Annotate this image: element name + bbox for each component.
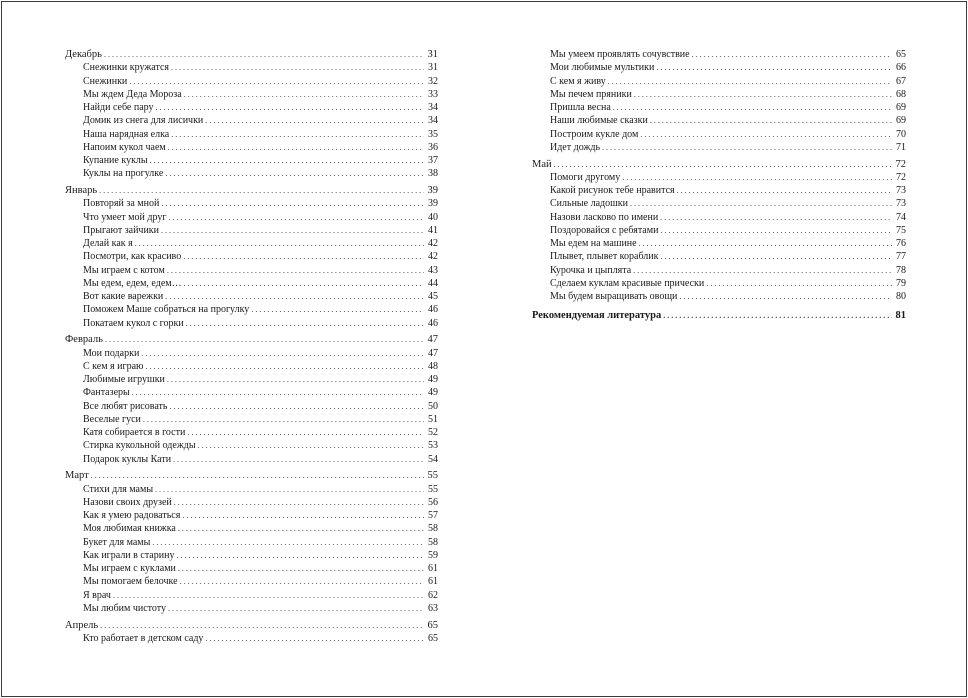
toc-entry-title: Март — [65, 470, 89, 482]
toc-page-number: 77 — [896, 251, 906, 263]
dot-leader — [660, 224, 892, 237]
toc-entry — [532, 250, 906, 263]
toc-entry-title: Наша нарядная елка — [83, 128, 170, 140]
toc-bibliography-entry — [532, 309, 906, 322]
toc-page-number: 34 — [428, 115, 438, 127]
toc-page-number: 49 — [428, 374, 438, 385]
toc-entry-title: Декабрь — [65, 49, 102, 60]
toc-entry — [65, 549, 438, 562]
toc-entry-title: Покатаем кукол с горки — [83, 317, 184, 329]
dot-leader — [143, 413, 424, 426]
dot-leader — [187, 426, 424, 439]
toc-entry — [532, 290, 906, 303]
dot-leader — [650, 114, 892, 127]
toc-entry — [65, 197, 438, 210]
dot-leader — [104, 48, 424, 61]
toc-entry — [532, 184, 906, 197]
dot-leader — [663, 309, 892, 322]
toc-page-number: 58 — [428, 536, 438, 548]
dot-leader — [205, 114, 424, 127]
toc-page-number: 55 — [427, 470, 438, 482]
toc-page-number: 47 — [428, 347, 438, 359]
dot-leader — [634, 88, 892, 101]
toc-entry-title: Как играли в старину — [83, 549, 175, 561]
toc-entry-title: Мы играем с куклами — [83, 563, 176, 574]
toc-page-number: 38 — [428, 168, 438, 180]
toc-page-number: 41 — [428, 224, 438, 236]
toc-entry-title: Рекомендуемая литература — [532, 310, 662, 322]
toc-entry — [532, 237, 906, 250]
dot-leader — [692, 48, 892, 61]
toc-page-number: 43 — [428, 264, 438, 276]
toc-entry-title: Курочка и цыплята — [550, 264, 632, 276]
toc-page-number: 70 — [896, 128, 906, 140]
toc-page-number: 54 — [428, 453, 438, 465]
toc-entry — [65, 400, 438, 413]
toc-entry-title: Я врач — [83, 589, 111, 601]
toc-entry-title: Куклы на прогулке — [83, 168, 164, 180]
toc-page-number: 72 — [895, 158, 906, 170]
toc-entry — [532, 101, 906, 114]
toc-entry — [65, 575, 438, 588]
dot-leader — [91, 469, 424, 482]
dot-leader — [165, 167, 424, 180]
toc-page-number: 48 — [428, 360, 438, 372]
dot-leader — [169, 400, 424, 413]
toc-page-number: 80 — [896, 291, 906, 302]
toc-entry — [65, 386, 438, 399]
dot-leader — [150, 154, 424, 167]
toc-page-number: 39 — [427, 185, 438, 196]
dot-leader — [677, 184, 892, 197]
toc-left-column — [65, 48, 438, 645]
toc-entry — [65, 509, 438, 522]
toc-entry — [532, 141, 906, 154]
toc-entry — [65, 496, 438, 509]
dot-leader — [613, 101, 892, 114]
toc-section-heading — [65, 184, 438, 197]
toc-entry — [532, 48, 906, 61]
toc-entry — [65, 237, 438, 250]
dot-leader — [554, 158, 892, 171]
toc-entry-title: Мы играем с котом — [83, 264, 165, 276]
toc-page-number: 49 — [428, 387, 438, 399]
dot-leader — [198, 439, 424, 452]
document-page — [1, 1, 967, 697]
toc-page-number: 46 — [428, 304, 438, 316]
toc-page-number: 71 — [896, 141, 906, 153]
toc-entry — [65, 602, 438, 615]
toc-entry — [65, 61, 438, 74]
toc-page-number: 61 — [428, 563, 438, 574]
toc-entry-title: Кто работает в детском саду — [83, 632, 204, 644]
toc-entry — [532, 224, 906, 237]
toc-entry — [65, 562, 438, 575]
toc-page-number: 68 — [896, 88, 906, 100]
toc-entry-title: Что умеет мой друг — [83, 211, 167, 223]
dot-leader — [168, 141, 424, 154]
toc-page-number: 69 — [896, 115, 906, 127]
toc-entry-title: Посмотри, как красиво — [83, 251, 182, 263]
dot-leader — [99, 184, 424, 197]
toc-entry — [65, 483, 438, 496]
toc-page-number: 40 — [428, 211, 438, 223]
toc-page-number: 51 — [428, 413, 438, 425]
toc-entry — [65, 224, 438, 237]
toc-entry-title: Сделаем куклам красивые прически — [550, 277, 705, 289]
toc-page-number: 57 — [428, 510, 438, 521]
toc-entry — [65, 250, 438, 263]
toc-entry-title: Найди себе пару — [83, 102, 154, 113]
toc-entry — [65, 277, 438, 290]
toc-entry-title: Стирка кукольной одежды — [83, 440, 196, 452]
dot-leader — [152, 536, 424, 549]
toc-page-number: 44 — [428, 277, 438, 289]
toc-page-number: 62 — [428, 589, 438, 601]
toc-page-number: 55 — [428, 483, 438, 495]
toc-page-number: 65 — [427, 619, 438, 631]
toc-entry-title: С кем я живу — [550, 75, 606, 87]
dot-leader — [706, 277, 892, 290]
toc-page-number: 45 — [428, 291, 438, 302]
toc-page-number: 66 — [896, 62, 906, 74]
toc-page-number: 34 — [428, 102, 438, 113]
dot-leader — [660, 211, 892, 224]
toc-entry-title: Снежинки — [83, 75, 128, 87]
toc-entry — [65, 536, 438, 549]
toc-entry — [65, 264, 438, 277]
toc-entry-title: Фантазеры — [83, 387, 130, 399]
toc-entry — [532, 75, 906, 88]
toc-entry — [65, 290, 438, 303]
toc-entry-title: Мы ждем Деда Мороза — [83, 88, 182, 100]
toc-entry-title: Домик из снега для лисички — [83, 115, 204, 127]
toc-entry-title: Вот какие варежки — [83, 291, 164, 302]
dot-leader — [174, 496, 424, 509]
toc-entry — [532, 197, 906, 210]
toc-entry-title: Мы любим чистоту — [83, 602, 167, 614]
toc-entry-title: Веселые гуси — [83, 413, 141, 425]
dot-leader — [178, 522, 424, 535]
toc-page-number: 61 — [428, 576, 438, 588]
toc-page-number: 35 — [428, 128, 438, 140]
dot-leader — [180, 575, 424, 588]
toc-entry-title: Поможем Маше собраться на прогулку — [83, 304, 250, 316]
dot-leader — [167, 264, 424, 277]
toc-entry — [532, 171, 906, 184]
toc-entry-title: Идет дождь — [550, 141, 601, 153]
toc-page-number: 58 — [428, 523, 438, 535]
toc-entry-title: Мы печем пряники — [550, 88, 632, 100]
toc-entry-title: Как я умею радоваться — [83, 510, 181, 521]
toc-page-number: 46 — [428, 317, 438, 329]
toc-entry — [65, 589, 438, 602]
toc-entry-title: Мы едем, едем, едем… — [83, 277, 182, 289]
toc-entry-title: Подарок куклы Кати — [83, 453, 172, 465]
dot-leader — [251, 303, 424, 316]
toc-entry-title: Апрель — [65, 619, 99, 631]
dot-leader — [168, 602, 424, 615]
toc-entry-title: Делай как я — [83, 238, 133, 249]
toc-entry-title: Мои любимые мультики — [550, 62, 655, 74]
toc-page-number: 53 — [428, 440, 438, 452]
toc-entry-title: Сильные ладошки — [550, 198, 629, 210]
dot-leader — [184, 88, 424, 101]
dot-leader — [184, 277, 424, 290]
toc-entry-title: Мы помогаем белочке — [83, 576, 178, 588]
toc-page-number: 65 — [896, 49, 906, 60]
toc-right-column — [532, 48, 906, 323]
toc-entry-title: Назови своих друзей — [83, 496, 172, 508]
toc-entry — [65, 167, 438, 180]
toc-page-number: 32 — [428, 75, 438, 87]
toc-page-number: 78 — [896, 264, 906, 276]
toc-entry-title: Мы будем выращивать овощи — [550, 291, 678, 302]
toc-entry — [532, 128, 906, 141]
toc-page-number: 36 — [428, 141, 438, 153]
toc-entry-title: Назови ласково по имени — [550, 211, 659, 223]
toc-entry-title: Снежинки кружатся — [83, 62, 169, 74]
dot-leader — [167, 373, 424, 386]
toc-section-heading — [65, 48, 438, 61]
toc-section-heading — [532, 158, 906, 171]
toc-entry — [532, 277, 906, 290]
dot-leader — [608, 75, 892, 88]
dot-leader — [640, 128, 892, 141]
dot-leader — [639, 237, 892, 250]
toc-entry-title: Плывет, плывет кораблик — [550, 251, 659, 263]
dot-leader — [602, 141, 892, 154]
toc-entry-title: Напоим кукол чаем — [83, 141, 166, 153]
toc-page-number: 81 — [895, 310, 906, 322]
dot-leader — [183, 250, 424, 263]
toc-entry-title: Пришла весна — [550, 102, 611, 113]
toc-entry-title: С кем я играю — [83, 360, 144, 372]
toc-page-number: 31 — [428, 62, 438, 74]
dot-leader — [135, 237, 424, 250]
dot-leader — [176, 549, 424, 562]
toc-entry-title: Наши любимые сказки — [550, 115, 648, 127]
toc-entry-title: Катя собирается в гости — [83, 427, 186, 438]
toc-entry — [65, 373, 438, 386]
toc-entry-title: Букет для мамы — [83, 536, 151, 548]
toc-entry — [532, 88, 906, 101]
toc-page-number: 75 — [896, 224, 906, 236]
toc-entry-title: Мои подарки — [83, 347, 140, 359]
toc-entry-title: Январь — [65, 185, 98, 196]
toc-page-number: 59 — [428, 549, 438, 561]
toc-page-number: 73 — [896, 198, 906, 210]
toc-page-number: 42 — [428, 251, 438, 263]
toc-entry — [532, 211, 906, 224]
toc-entry — [532, 264, 906, 277]
toc-entry — [65, 453, 438, 466]
toc-page-number: 76 — [896, 238, 906, 249]
dot-leader — [186, 317, 424, 330]
dot-leader — [141, 347, 424, 360]
toc-page-number: 69 — [896, 102, 906, 113]
dot-leader — [113, 589, 424, 602]
toc-entry-title: Все любят рисовать — [83, 400, 168, 412]
toc-entry — [65, 413, 438, 426]
dot-leader — [661, 250, 892, 263]
dot-leader — [178, 562, 424, 575]
toc-entry — [65, 101, 438, 114]
toc-page-number: 52 — [428, 427, 438, 438]
dot-leader — [161, 224, 424, 237]
dot-leader — [630, 197, 892, 210]
toc-entry — [65, 439, 438, 452]
dot-leader — [105, 333, 424, 346]
toc-page-number: 67 — [896, 75, 906, 87]
toc-entry — [65, 114, 438, 127]
toc-entry — [65, 211, 438, 224]
dot-leader — [173, 453, 424, 466]
toc-section-heading — [65, 619, 438, 632]
toc-page-number: 37 — [428, 155, 438, 166]
dot-leader — [171, 128, 424, 141]
toc-page-number: 65 — [428, 632, 438, 644]
dot-leader — [205, 632, 424, 645]
toc-entry — [532, 114, 906, 127]
toc-entry-title: Мы едем на машине — [550, 238, 637, 249]
toc-entry — [65, 88, 438, 101]
dot-leader — [132, 386, 424, 399]
toc-entry — [65, 426, 438, 439]
toc-page-number: 79 — [896, 277, 906, 289]
toc-entry-title: Повторяй за мной — [83, 198, 160, 210]
dot-leader — [146, 360, 424, 373]
dot-leader — [679, 290, 892, 303]
toc-page-number: 73 — [896, 185, 906, 196]
toc-entry-title: Поздоровайся с ребятами — [550, 224, 659, 236]
toc-entry — [65, 154, 438, 167]
dot-leader — [155, 483, 424, 496]
dot-leader — [168, 211, 424, 224]
toc-entry — [65, 360, 438, 373]
toc-entry-title: Май — [532, 158, 552, 170]
toc-entry — [65, 632, 438, 645]
toc-page-number: 31 — [427, 49, 438, 60]
toc-entry — [65, 317, 438, 330]
toc-page-number: 50 — [428, 400, 438, 412]
dot-leader — [100, 619, 424, 632]
dot-leader — [171, 61, 424, 74]
toc-entry-title: Построим кукле дом — [550, 128, 639, 140]
dot-leader — [161, 197, 424, 210]
toc-page-number: 33 — [428, 88, 438, 100]
toc-entry-title: Какой рисунок тебе нравится — [550, 185, 675, 196]
toc-page-number: 39 — [428, 198, 438, 210]
toc-page-number: 42 — [428, 238, 438, 249]
toc-page-number: 74 — [896, 211, 906, 223]
toc-page-number: 47 — [427, 334, 438, 346]
dot-leader — [156, 101, 424, 114]
dot-leader — [129, 75, 424, 88]
toc-section-heading — [65, 469, 438, 482]
dot-leader — [656, 61, 892, 74]
toc-section-heading — [65, 333, 438, 346]
toc-entry-title: Моя любимая книжка — [83, 523, 176, 535]
toc-entry-title: Стихи для мамы — [83, 483, 154, 495]
toc-entry — [65, 522, 438, 535]
toc-page-number: 63 — [428, 602, 438, 614]
toc-entry-title: Купание куклы — [83, 155, 148, 166]
toc-entry — [65, 141, 438, 154]
toc-entry — [65, 128, 438, 141]
toc-entry — [65, 75, 438, 88]
toc-entry-title: Прыгают зайчики — [83, 224, 160, 236]
dot-leader — [182, 509, 424, 522]
dot-leader — [633, 264, 892, 277]
toc-entry — [532, 61, 906, 74]
toc-page-number: 72 — [896, 171, 906, 183]
toc-entry — [65, 347, 438, 360]
toc-entry-title: Мы умеем проявлять сочувствие — [550, 49, 690, 60]
toc-entry — [65, 303, 438, 316]
toc-entry-title: Февраль — [65, 334, 103, 346]
toc-page-number: 56 — [428, 496, 438, 508]
dot-leader — [622, 171, 892, 184]
toc-entry-title: Любимые игрушки — [83, 374, 165, 385]
toc-entry-title: Помоги другому — [550, 171, 621, 183]
dot-leader — [165, 290, 424, 303]
